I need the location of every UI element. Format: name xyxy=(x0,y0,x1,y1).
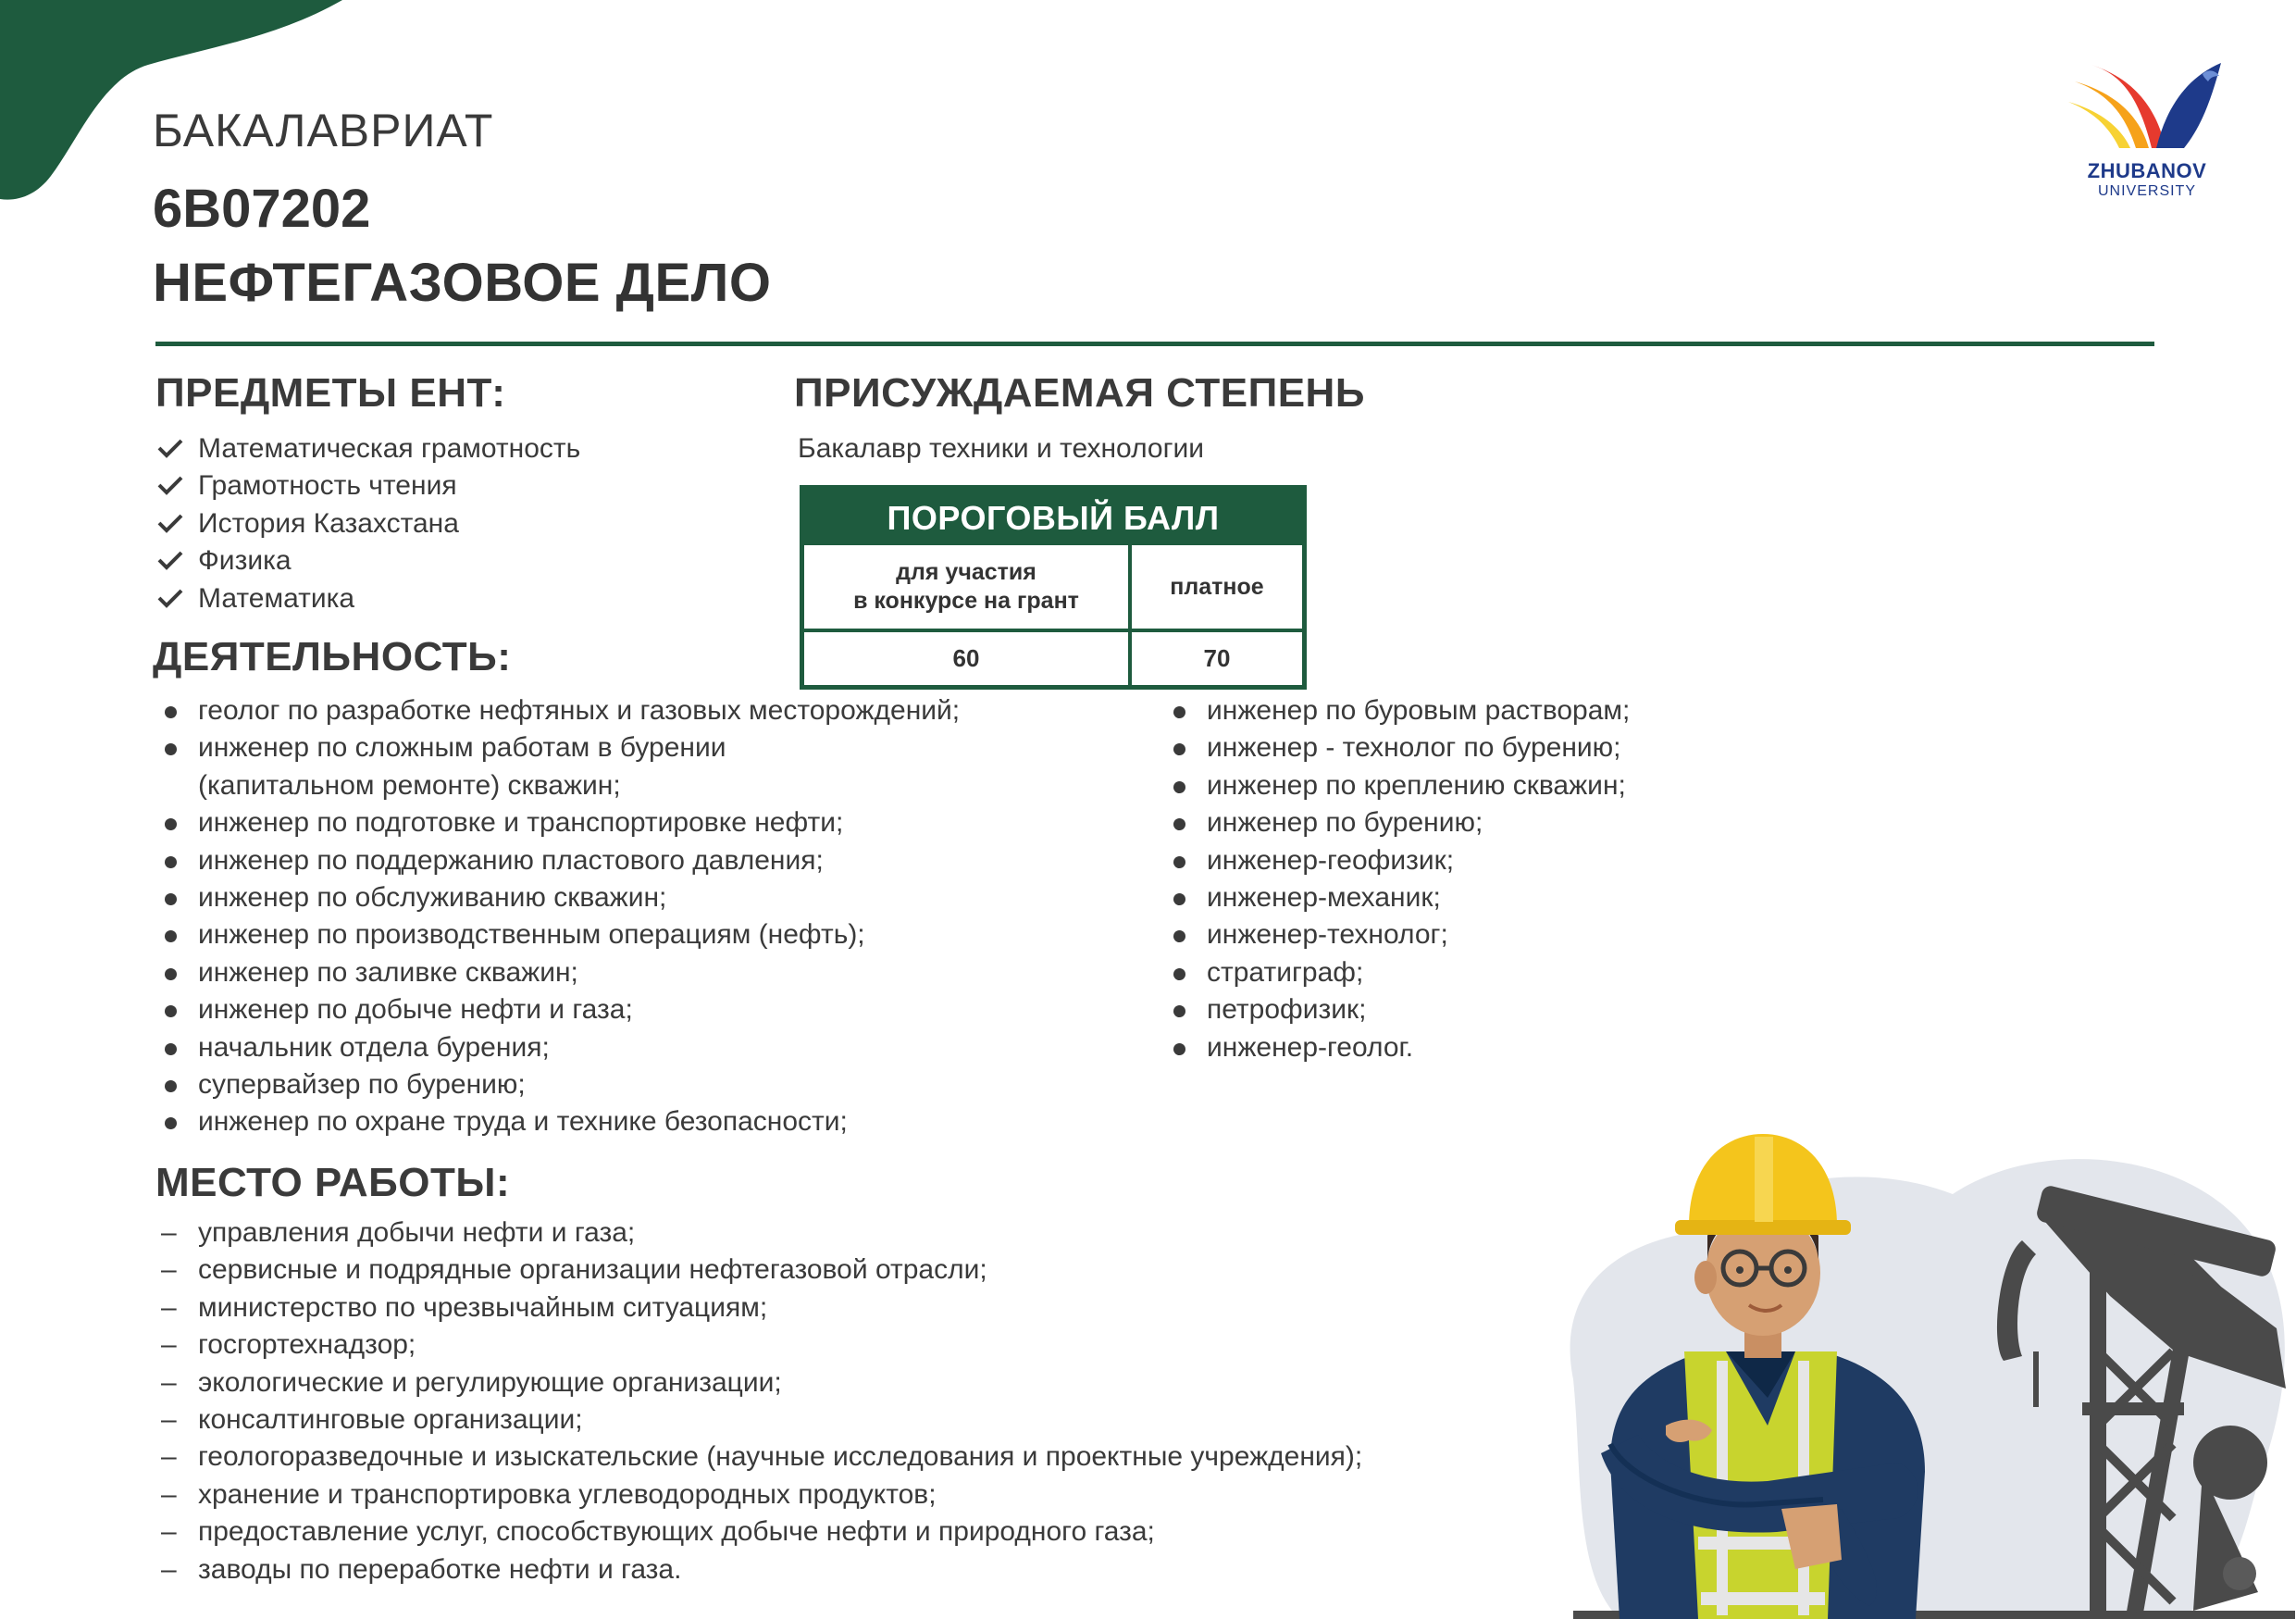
activity-list-left xyxy=(157,692,960,1141)
check-icon xyxy=(157,588,183,608)
list-item: – министерство по чрезвычайным ситуациям; xyxy=(157,1289,1362,1326)
engineer-oil-pump-illustration xyxy=(1518,1074,2295,1619)
list-item: инженер по добыче нефти и газа; xyxy=(157,991,960,1028)
bullet-icon xyxy=(165,743,177,755)
workplace-list xyxy=(157,1214,1362,1588)
bullet-icon xyxy=(165,930,177,942)
program-code: 6B07202 xyxy=(153,179,371,239)
degree-title: ПРИСУЖДАЕМАЯ СТЕПЕНЬ xyxy=(794,370,1365,416)
check-icon xyxy=(157,513,183,533)
list-item: – консалтинговые организации; xyxy=(157,1401,1362,1438)
list-item: инженер по креплению скважин; xyxy=(1166,767,1630,804)
dash-icon: – xyxy=(161,1254,177,1286)
list-item: Математическая грамотность xyxy=(157,430,580,467)
university-logo xyxy=(2041,56,2253,200)
bullet-icon xyxy=(1173,781,1185,793)
bullet-icon xyxy=(165,818,177,830)
list-item: Математика xyxy=(157,580,580,617)
list-item: инженер - технолог по бурению; xyxy=(1166,729,1630,766)
list-item: – экологические и регулирующие организации; xyxy=(157,1364,1362,1401)
list-item: инженер по обслуживанию скважин; xyxy=(157,879,960,916)
bullet-icon xyxy=(1173,1005,1185,1017)
list-item: – управления добычи нефти и газа; xyxy=(157,1214,1362,1252)
threshold-table xyxy=(800,485,1307,690)
check-icon xyxy=(157,438,183,458)
bullet-icon xyxy=(1173,1043,1185,1055)
list-item: инженер по буровым растворам; xyxy=(1166,692,1630,729)
dash-icon: – xyxy=(161,1291,177,1323)
list-item: инженер-геофизик; xyxy=(1166,842,1630,879)
bullet-icon xyxy=(165,1117,177,1129)
list-item: инженер по сложным работам в бурении xyxy=(157,729,960,766)
table-row xyxy=(804,632,1302,685)
subjects-list xyxy=(157,430,580,617)
bullet-icon xyxy=(1173,743,1185,755)
list-item: – хранение и транспортировка углеводородных продуктов; xyxy=(157,1476,1362,1513)
list-item: инженер-геолог. xyxy=(1166,1029,1630,1066)
bullet-icon xyxy=(1173,706,1185,718)
list-item: (капитальном ремонте) скважин; xyxy=(198,769,621,801)
bullet-icon xyxy=(1173,893,1185,905)
dash-icon: – xyxy=(161,1329,177,1361)
check-icon xyxy=(157,550,183,570)
list-item: – предоставление услуг, способствующих добыче нефти и природного газа; xyxy=(157,1513,1362,1551)
bullet-icon xyxy=(1173,968,1185,980)
dash-icon: – xyxy=(161,1441,177,1473)
education-level: БАКАЛАВРИАТ xyxy=(153,105,494,156)
logo-line2: UNIVERSITY xyxy=(2097,183,2196,199)
bullet-icon xyxy=(165,968,177,980)
dash-icon: – xyxy=(161,1516,177,1548)
threshold-title: ПОРОГОВЫЙ БАЛЛ xyxy=(804,490,1302,545)
list-item: супервайзер по бурению; xyxy=(157,1066,960,1103)
header-divider xyxy=(155,342,2154,346)
paid-column-header: платное xyxy=(1170,573,1264,600)
dash-icon: – xyxy=(161,1553,177,1585)
list-item: Физика xyxy=(157,542,580,579)
bullet-icon xyxy=(165,1080,177,1092)
bullet-icon xyxy=(1173,930,1185,942)
subjects-title: ПРЕДМЕТЫ ЕНТ: xyxy=(155,370,506,416)
list-item: – заводы по переработке нефти и газа. xyxy=(157,1551,1362,1588)
dash-icon: – xyxy=(161,1404,177,1436)
list-item: – геологоразведочные и изыскательские (научные исследования и проектные учреждения); xyxy=(157,1438,1362,1476)
dash-icon: – xyxy=(161,1217,177,1248)
table-header-row xyxy=(804,545,1302,632)
dash-icon: – xyxy=(161,1366,177,1398)
list-item: инженер-механик; xyxy=(1166,879,1630,916)
grant-score: 60 xyxy=(804,632,1132,685)
list-item: инженер по заливке скважин; xyxy=(157,954,960,991)
bullet-icon xyxy=(1173,818,1185,830)
bullet-icon xyxy=(165,1005,177,1017)
activity-title: ДЕЯТЕЛЬНОСТЬ: xyxy=(153,634,512,679)
degree-value: Бакалавр техники и технологии xyxy=(798,433,1205,464)
program-name: НЕФТЕГАЗОВОЕ ДЕЛО xyxy=(153,253,772,313)
list-item: История Казахстана xyxy=(157,505,580,542)
list-item: стратиграф; xyxy=(1166,954,1630,991)
check-icon xyxy=(157,475,183,495)
bullet-icon xyxy=(1173,856,1185,868)
list-item: начальник отдела бурения; xyxy=(157,1029,960,1066)
activity-list-right xyxy=(1166,692,1630,1066)
workplace-title: МЕСТО РАБОТЫ: xyxy=(155,1160,511,1205)
list-item: петрофизик; xyxy=(1166,991,1630,1028)
list-item: инженер по охране труда и технике безопасности; xyxy=(157,1103,960,1140)
list-item: инженер-технолог; xyxy=(1166,916,1630,953)
list-item: – сервисные и подрядные организации нефтегазовой отрасли; xyxy=(157,1252,1362,1289)
logo-emblem-icon xyxy=(2064,56,2230,157)
bullet-icon xyxy=(165,1043,177,1055)
list-item: инженер по поддержанию пластового давления; xyxy=(157,842,960,879)
list-item: Грамотность чтения xyxy=(157,467,580,504)
list-item: – госгортехнадзор; xyxy=(157,1326,1362,1364)
logo-line1: ZHUBANOV xyxy=(2087,159,2207,182)
paid-score: 70 xyxy=(1203,644,1231,672)
list-item: геолог по разработке нефтяных и газовых месторождений; xyxy=(157,692,960,729)
list-item: инженер по производственным операциям (нефть); xyxy=(157,916,960,953)
bullet-icon xyxy=(165,856,177,868)
list-item: инженер по бурению; xyxy=(1166,804,1630,841)
bullet-icon xyxy=(165,706,177,718)
dash-icon: – xyxy=(161,1478,177,1510)
grant-column-header: для участия в конкурсе на грант xyxy=(804,545,1132,629)
bullet-icon xyxy=(165,893,177,905)
list-item: инженер по подготовке и транспортировке нефти; xyxy=(157,804,960,841)
